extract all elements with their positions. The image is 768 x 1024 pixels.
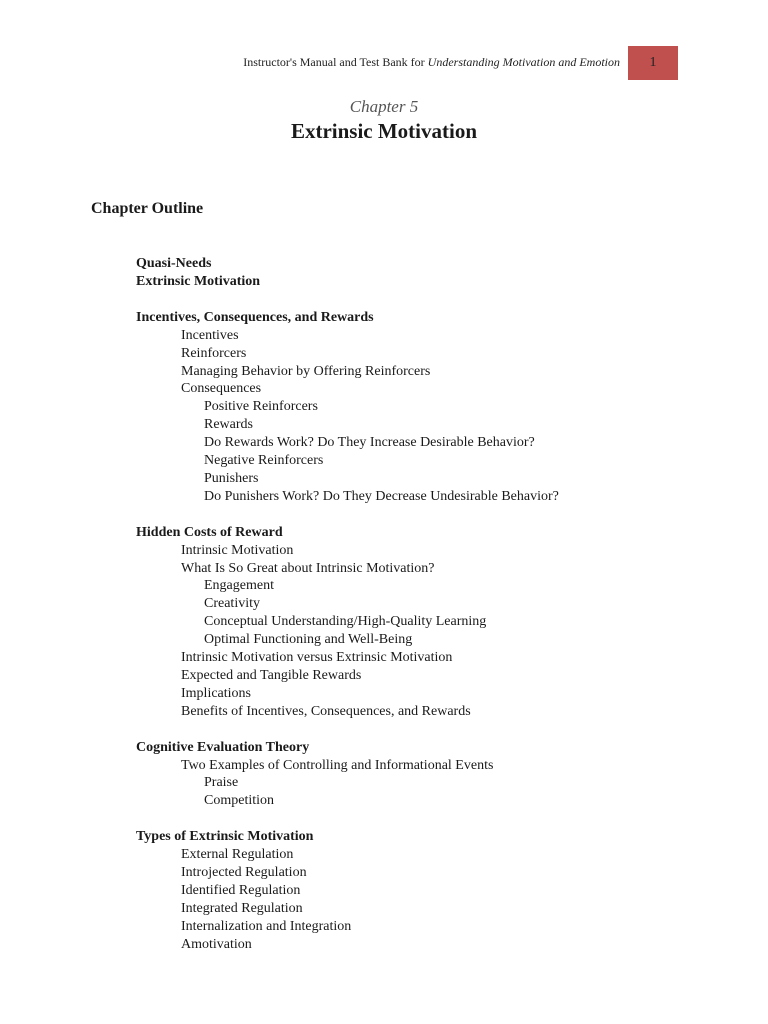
outline-item: Intrinsic Motivation <box>181 542 294 558</box>
running-header <box>243 55 620 70</box>
outline-item: Two Examples of Controlling and Informational Events <box>181 757 494 773</box>
outline-section-heading: Incentives, Consequences, and Rewards <box>136 309 374 325</box>
outline-item: Introjected Regulation <box>181 865 307 880</box>
outline-item: What Is So Great about Intrinsic Motivation? <box>181 560 435 576</box>
outline-item: Internalization and Integration <box>181 918 352 934</box>
outline-item: Praise <box>204 775 239 791</box>
outline-section-heading: Types of Extrinsic Motivation <box>136 829 314 845</box>
outline-item: Managing Behavior by Offering Reinforcers <box>181 363 431 379</box>
outline-section-heading: Extrinsic Motivation <box>136 273 261 289</box>
outline-item: Reinforcers <box>181 345 247 361</box>
outline-item: Negative Reinforcers <box>204 453 324 468</box>
outline-item: Do Punishers Work? Do They Decrease Undesirable Behavior? <box>204 488 559 504</box>
outline-item: External Regulation <box>181 847 294 863</box>
outline-item: Conceptual Understanding/High-Quality Learning <box>204 614 487 630</box>
outline-section-heading: Hidden Costs of Reward <box>136 524 283 540</box>
page-number-box <box>628 46 678 80</box>
outline-heading: Chapter Outline <box>91 200 204 217</box>
outline-item: Benefits of Incentives, Consequences, and Rewards <box>181 703 471 719</box>
outline-item: Incentives <box>181 327 239 343</box>
outline-item: Expected and Tangible Rewards <box>181 667 362 683</box>
outline-item: Implications <box>181 685 251 701</box>
outline-item: Competition <box>204 793 274 809</box>
outline-section-heading: Quasi-Needs <box>136 256 212 271</box>
outline-item: Identified Regulation <box>181 882 301 898</box>
outline-item: Do Rewards Work? Do They Increase Desirable Behavior? <box>204 435 535 451</box>
page-number: 1 <box>649 55 657 70</box>
page-header <box>0 46 768 80</box>
header-book-title: Understanding Motivation and Emotion <box>427 55 620 69</box>
outline-item: Creativity <box>204 596 260 612</box>
outline-item: Consequences <box>181 381 262 397</box>
outline-item: Amotivation <box>181 936 252 952</box>
outline-section-heading: Cognitive Evaluation Theory <box>136 739 310 755</box>
outline-item: Integrated Regulation <box>181 900 303 916</box>
outline-item: Intrinsic Motivation versus Extrinsic Motivation <box>181 650 453 665</box>
outline-item: Engagement <box>204 578 274 594</box>
outline-item: Rewards <box>204 417 253 433</box>
chapter-title: Extrinsic Motivation <box>290 119 478 143</box>
outline-item: Optimal Functioning and Well-Being <box>204 632 413 648</box>
outline-item: Punishers <box>204 470 259 486</box>
outline-item: Positive Reinforcers <box>204 399 318 415</box>
chapter-label: Chapter 5 <box>349 97 419 116</box>
header-prefix: Instructor's Manual and Test Bank for <box>243 55 428 69</box>
